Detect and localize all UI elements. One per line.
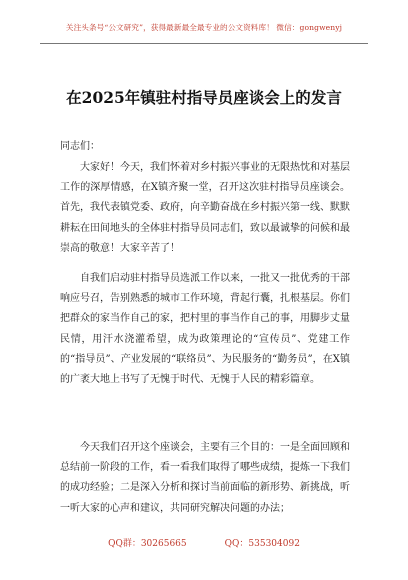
paragraph-2: 自我们启动驻村指导员选派工作以来，一批又一批优秀的干部响应号召，告别熟悉的城市工作环境，背起行囊，扎根基层。你们把群众的家当作自己的家，把村里的事当作自己的事，用脚步丈量民情，用汗水浇灌希望，成为政策理论的“宣传员”、党建工作的“指导员”、产业发展的“联络员”、为民服务的“勤务员”，在X镇的广袤大地上书写了无愧于时代、无愧于人民的精彩篇章。 [60,273,350,386]
footer-qq-group: QQ群：30265665 [108,539,187,549]
paragraph-3: 今天我们召开这个座谈会，主要有三个目的：一是全面回顾和总结前一阶段的工作，看一看我们取得了哪些成绩，提炼一下我们的成功经验；二是深入分析和探讨当前面临的新形势、新挑战，听一听大家的心声和建议，共同研究解决问题的办法； [60,442,350,514]
salutation: 同志们： [60,141,100,152]
footer-contact [0,536,408,549]
header-divider [40,43,368,44]
paragraph-1: 大家好！今天，我们怀着对乡村振兴事业的无限热忱和对基层工作的深厚情感，在X镇齐聚一堂，召开这次驻村指导员座谈会。首先，我代表镇党委、政府，向辛勤奋战在乡村振兴第一线、默默耕耘在田间地头的全体驻村指导员同志们，致以最诚挚的问候和最崇高的敬意！大家辛苦了！ [60,162,350,254]
footer-qq: QQ：535304092 [224,539,300,549]
document-title: 在2025年镇驻村指导员座谈会上的发言 [66,88,342,107]
header-banner: 关注头条号“公文研究”，获得最新最全最专业的公文资料库！ 微信：gongwenyj [65,23,343,32]
